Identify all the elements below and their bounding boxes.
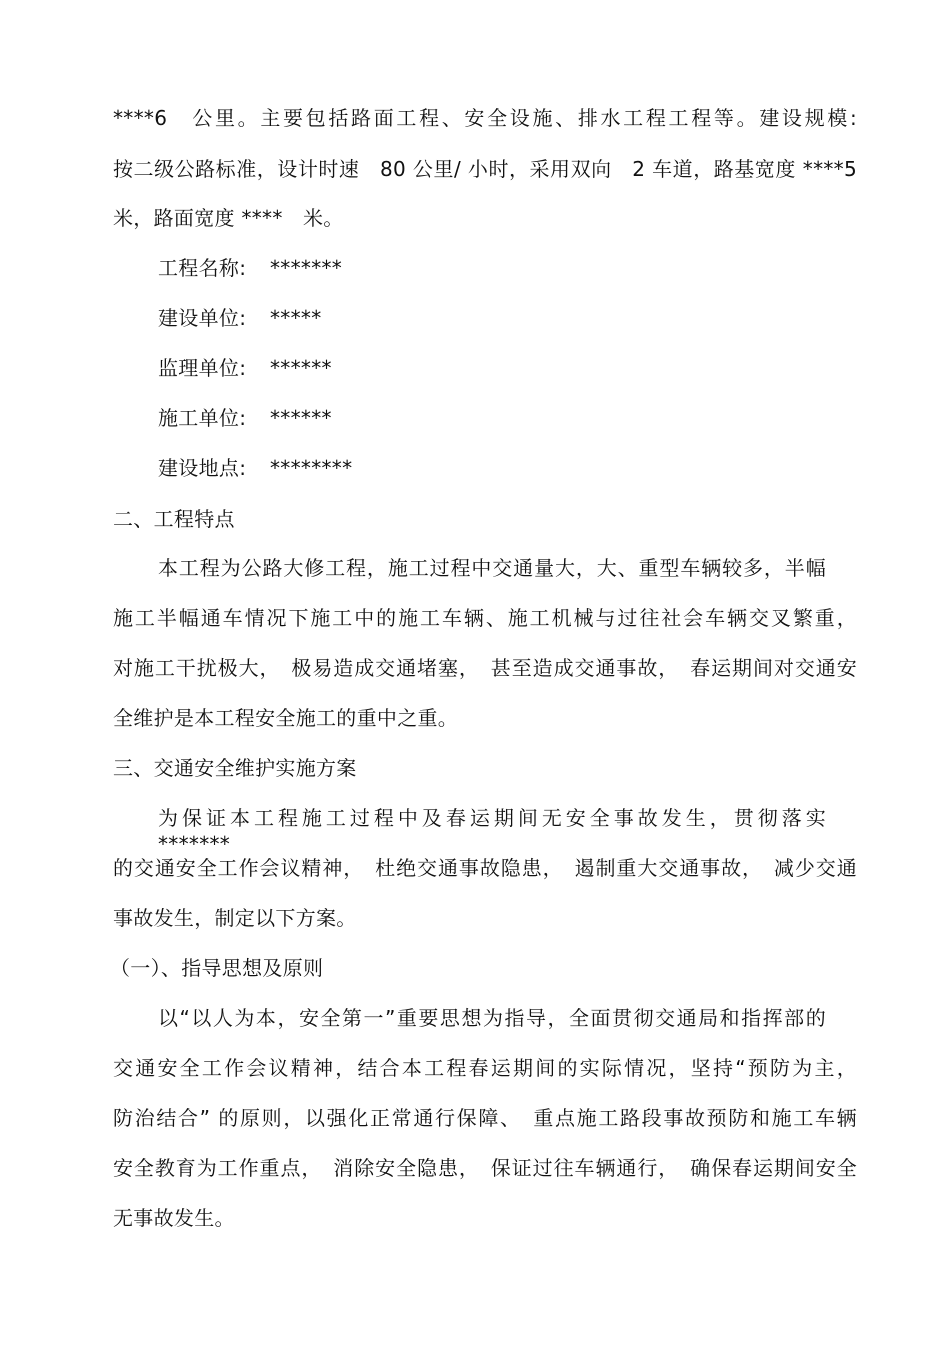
field-value: ****** [270,356,332,380]
paragraph-line: 施工半幅通车情况下施工中的施工车辆、施工机械与过往社会车辆交叉繁重， [113,606,857,630]
paragraph-line: 防治结合” 的原则，以强化正常通行保障、 重点施工路段事故预防和施工车辆 [113,1106,857,1130]
paragraph-line: 安全教育为工作重点， 消除安全隐患， 保证过往车辆通行， 确保春运期间安全 [113,1156,857,1180]
section-heading-traffic-safety-plan: 三、交通安全维护实施方案 [113,756,357,780]
field-supervision-unit [158,355,332,381]
paragraph-line: 本工程为公路大修工程，施工过程中交通量大，大、重型车辆较多，半幅 [158,556,826,580]
paragraph-line: 的交通安全工作会议精神， 杜绝交通事故隐患， 遏制重大交通事故， 减少交通 [113,856,857,880]
section-heading-project-features: 二、工程特点 [113,507,235,531]
field-label: 建设单位: [158,306,247,330]
intro-line-1: ****6 公里。主要包括路面工程、安全设施、排水工程工程等。建设规模: [113,106,857,130]
paragraph-line: 事故发生，制定以下方案。 [113,906,357,930]
paragraph-line: 以“以人为本，安全第一”重要思想为指导，全面贯彻交通局和指挥部的 [158,1006,826,1030]
paragraph-line: 无事故发生。 [113,1206,235,1230]
field-construction-unit [158,305,322,331]
field-label: 监理单位: [158,356,247,380]
field-project-name [158,255,342,281]
subsection-heading-guiding-principles: （一）、指导思想及原则 [110,956,324,980]
paragraph-line: 为保证本工程施工过程中及春运期间无安全事故发生，贯彻落实 ******* [158,806,867,856]
field-value: ******* [270,256,343,280]
field-value: ******** [270,456,353,480]
paragraph-line: 对施工干扰极大， 极易造成交通堵塞， 甚至造成交通事故， 春运期间对交通安 [113,656,857,680]
field-label: 建设地点: [158,456,247,480]
field-label: 工程名称: [158,256,247,280]
paragraph-line: 交通安全工作会议精神，结合本工程春运期间的实际情况，坚持“预防为主， [113,1056,857,1080]
intro-line-2: 按二级公路标准，设计时速 80 公里/ 小时，采用双向 2 车道，路基宽度 ****5 [113,157,857,181]
intro-line-3: 米，路面宽度 **** 米。 [113,206,344,230]
field-location [158,455,352,481]
field-value: ***** [270,306,322,330]
paragraph-line: 全维护是本工程安全施工的重中之重。 [113,706,459,730]
field-contractor [158,405,332,431]
field-label: 施工单位: [158,406,247,430]
field-value: ****** [270,406,332,430]
